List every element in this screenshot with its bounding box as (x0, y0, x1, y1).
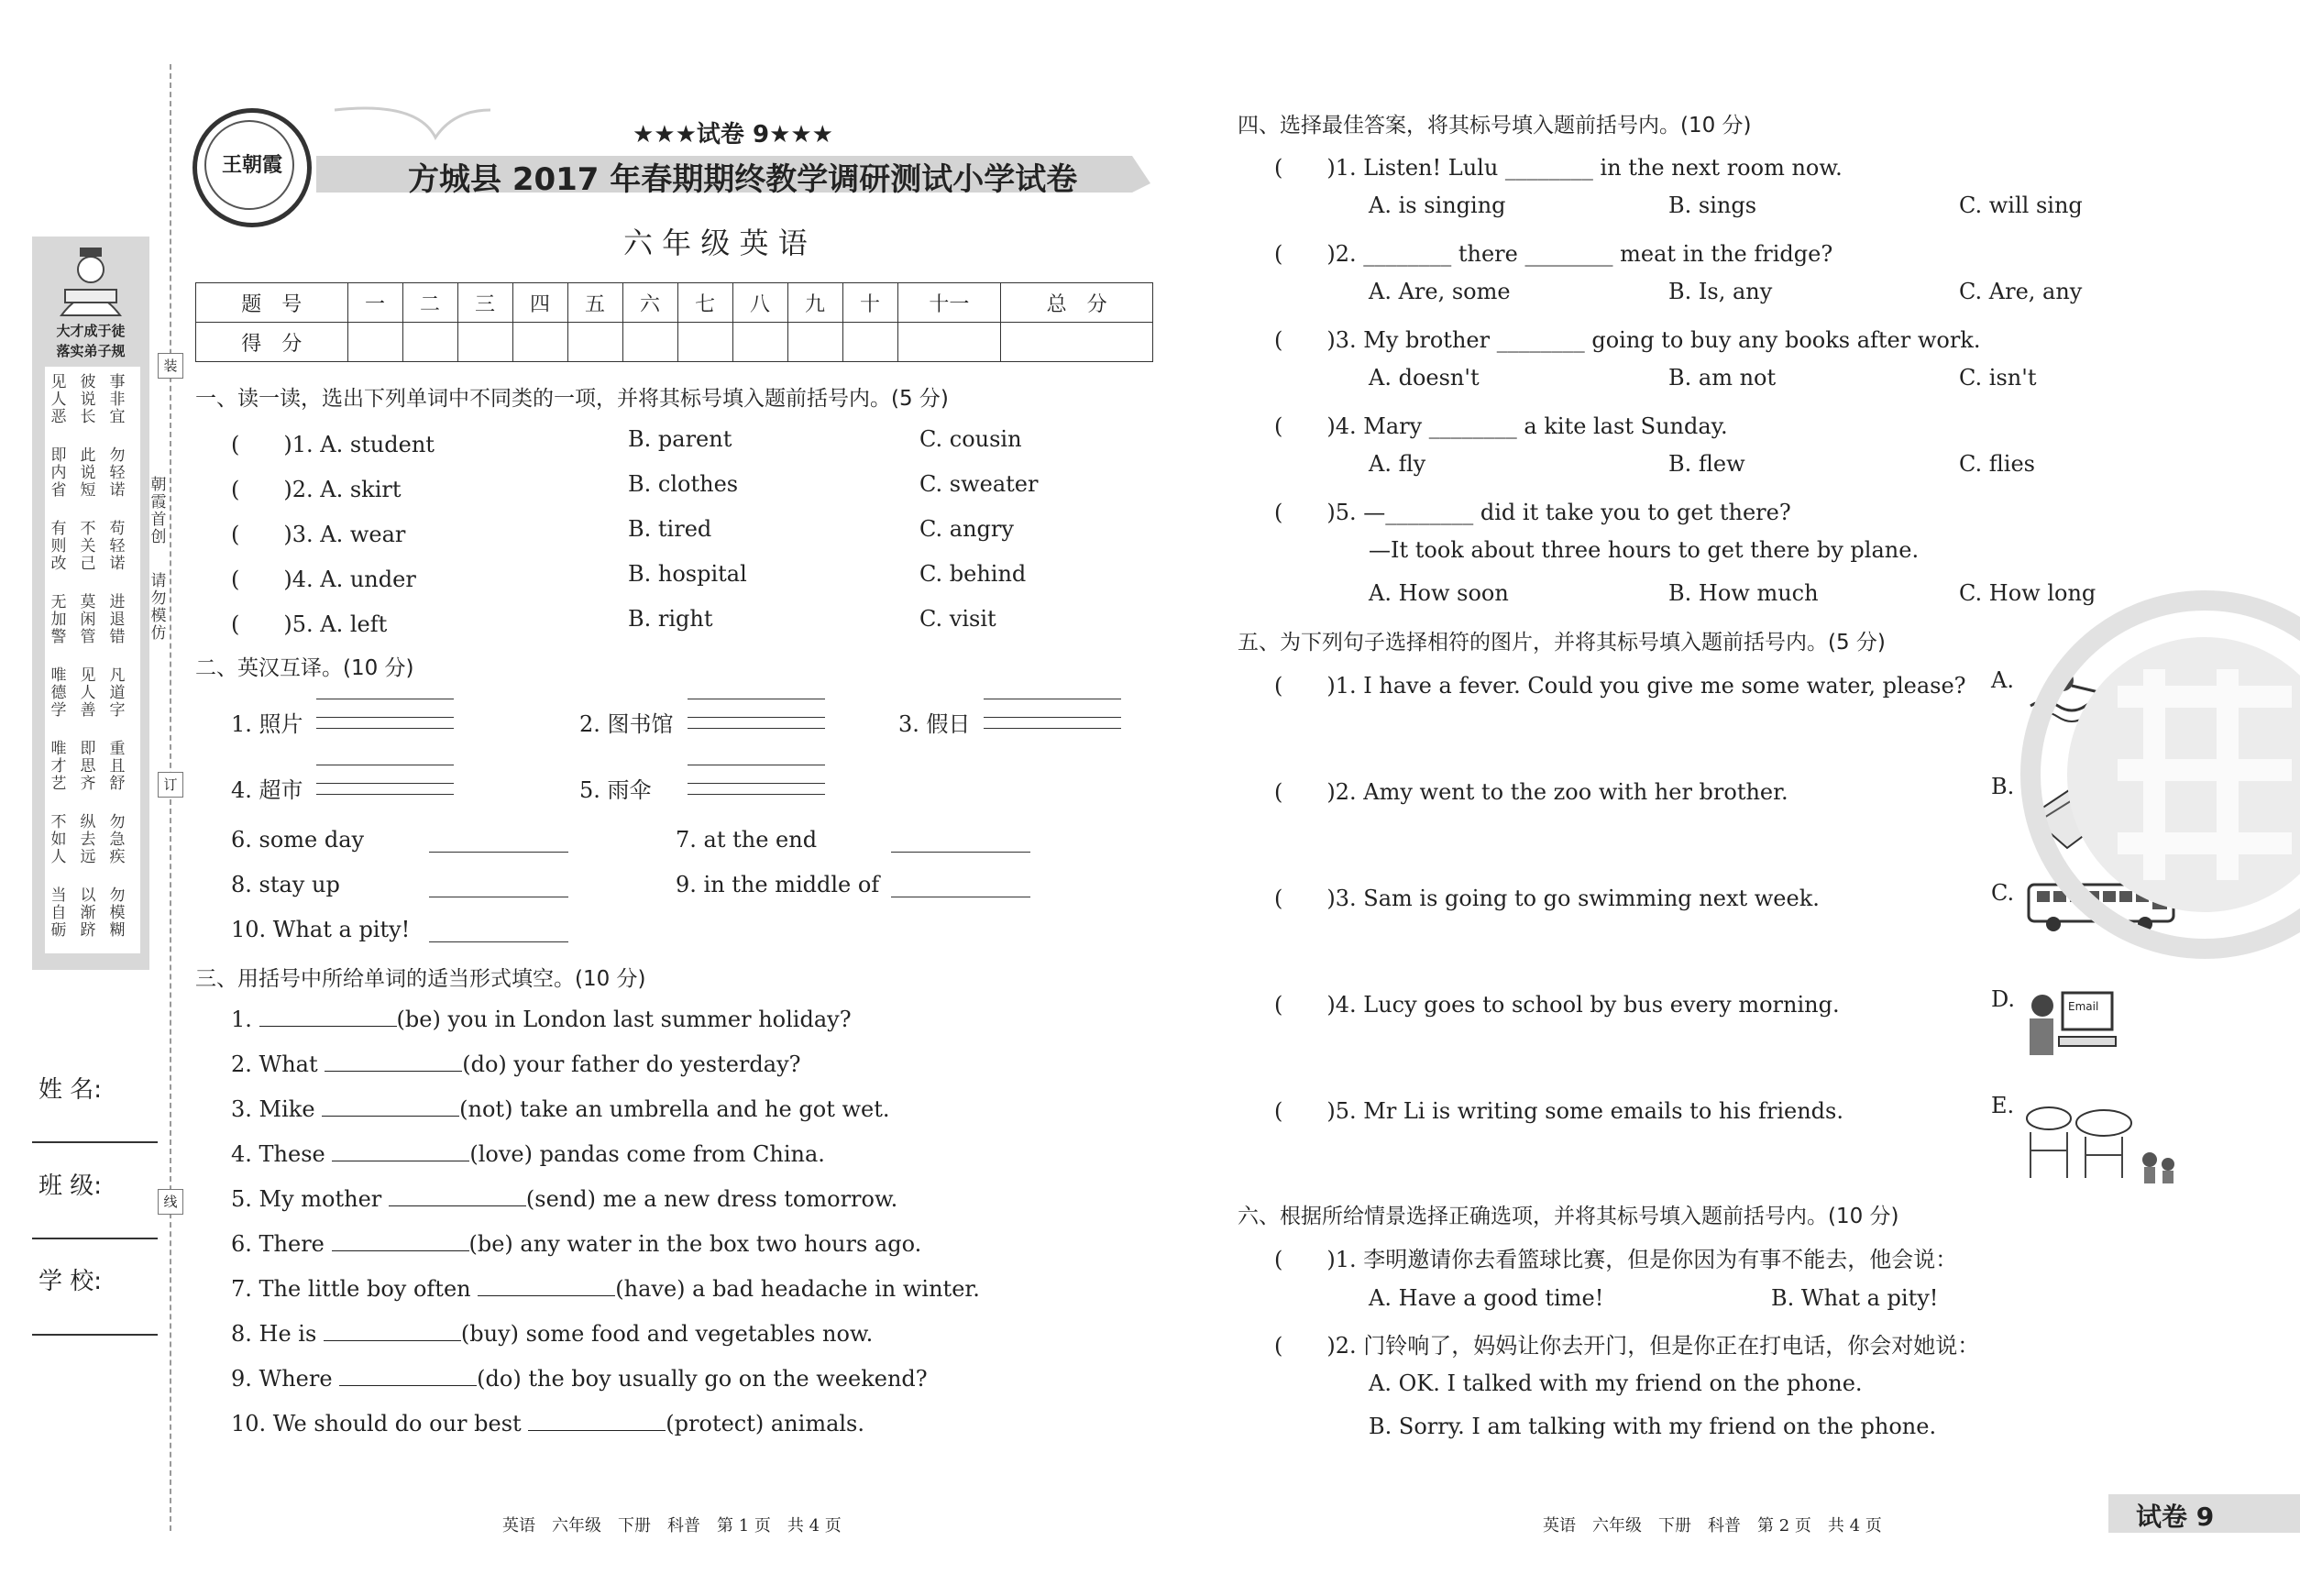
section4-option-c: C. isn't (1959, 365, 2037, 391)
motto-column: 有则改 (50, 520, 67, 573)
score-header-cell: 一 (347, 283, 402, 323)
score-entry-cell[interactable] (512, 323, 567, 362)
section3-stem: 6. There (231, 1231, 332, 1257)
scholar-illustration (52, 244, 129, 317)
paper-badge: ★★★试卷 9★★★ (633, 121, 833, 149)
section4-question: ( )1. Listen! Lulu ________ in the next room now. (1274, 155, 1843, 181)
section5-picture-label: A. (1991, 667, 2014, 693)
logo-text: 王朝霞 (221, 154, 282, 177)
motto-column: 莫闲管 (80, 593, 96, 646)
section3-question (231, 1320, 873, 1347)
footer-badge: 试卷 9 (2136, 1502, 2215, 1532)
section2-cn-item: 1. 照片 (231, 711, 303, 737)
publisher-logo (193, 108, 312, 227)
motto-top2: 落实弟子规 (56, 343, 126, 359)
score-entry-cell[interactable] (842, 323, 897, 362)
section4-title: 四、选择最佳答案，将其标号填入题前括号内。(10 分) (1238, 114, 1752, 138)
section1-option-c: C. angry (919, 516, 1014, 542)
section5-question: ( )1. I have a fever. Could you give me some water, please? (1274, 673, 1966, 699)
score-header-label: 题 号 (196, 283, 348, 323)
section3-question (231, 1140, 825, 1167)
section4-option-c: C. will sing (1959, 193, 2083, 218)
section4-option-b: B. How much (1668, 580, 1819, 606)
score-entry-cell[interactable] (402, 323, 457, 362)
score-entry-cell[interactable] (732, 323, 787, 362)
answer-blank[interactable] (259, 1006, 397, 1027)
answer-line[interactable] (316, 728, 454, 729)
answer-line[interactable] (984, 717, 1121, 718)
motto-column: 不如人 (50, 813, 67, 866)
answer-line[interactable] (316, 717, 454, 718)
section3-stem: 9. Where (231, 1366, 340, 1392)
section5-picture-label: C. (1991, 880, 2015, 906)
section3-stem: 5. My mother (231, 1186, 389, 1212)
section6-q2: ( )2. 门铃响了，妈妈让你去开门，但是你正在打电话，你会对她说： (1274, 1333, 1980, 1359)
motto-top: 大才成于徒 (56, 323, 126, 339)
school-label: 学 校: (39, 1268, 103, 1295)
section4-question: ( )4. Mary ________ a kite last Sunday. (1274, 413, 1728, 439)
section6-q2-option-b: B. Sorry. I am talking with my friend on the phone. (1369, 1414, 1937, 1439)
section3-question (231, 1095, 889, 1122)
answer-blank[interactable] (332, 1230, 469, 1251)
answer-blank[interactable] (528, 1410, 666, 1431)
motto-column: 即内省 (50, 446, 67, 500)
section4-question: ( )3. My brother ________ going to buy any books after work. (1274, 327, 1981, 353)
score-entry-cell[interactable] (1001, 323, 1153, 362)
section6-q1-option-a: A. Have a good time! (1369, 1285, 1604, 1311)
motto-column: 凡道字 (109, 666, 126, 720)
motto-column: 苟轻诺 (109, 520, 126, 573)
score-header-cell: 四 (512, 283, 567, 323)
section5-picture-label: D. (1991, 986, 2016, 1012)
picture-d-computer (2026, 985, 2118, 1063)
section4-option-a: A. is singing (1369, 193, 1506, 218)
motto-column: 见人恶 (50, 373, 67, 426)
answer-line[interactable] (688, 783, 825, 784)
section1-question: ( )5. A. left (231, 611, 388, 637)
motto-column: 勿模糊 (109, 886, 126, 940)
section1-option-c: C. behind (919, 561, 1027, 587)
section4-question: ( )5. —________ did it take you to get there? (1274, 500, 1791, 525)
section3-hint: (have) a bad headache in winter. (615, 1276, 980, 1302)
section6-q2-option-a: A. OK. I talked with my friend on the phone. (1369, 1370, 1863, 1396)
motto-column: 见人善 (80, 666, 96, 720)
section1-question: ( )4. A. under (231, 567, 416, 592)
section3-hint: (do) the boy usually go on the weekend? (477, 1366, 928, 1392)
section4-option-b: B. Is, any (1668, 279, 1773, 304)
footer-right: 英语 六年级 下册 科普 第 2 页 共 4 页 (1543, 1516, 1882, 1535)
exam-title: 方城县 2017 年春期期终教学调研测试小学试卷 (408, 161, 1078, 198)
section4-option-a: A. doesn't (1369, 365, 1480, 391)
motto-column: 以渐跻 (80, 886, 96, 940)
motto-column: 彼说长 (80, 373, 96, 426)
motto-column: 唯才艺 (50, 740, 67, 793)
answer-line[interactable] (984, 728, 1121, 729)
section3-hint: (do) your father do yesterday? (462, 1051, 801, 1077)
answer-line[interactable] (429, 941, 568, 942)
section3-question (231, 1185, 897, 1212)
answer-blank[interactable] (325, 1051, 462, 1072)
fold-mark-3: 线 (158, 1189, 183, 1215)
answer-line[interactable] (891, 852, 1030, 853)
section3-hint: (love) pandas come from China. (469, 1141, 825, 1167)
section4-option-c: C. How long (1959, 580, 2096, 606)
section4-question: ( )2. ________ there ________ meat in the fridge? (1274, 241, 1833, 267)
score-header-cell: 十 (842, 283, 897, 323)
motto-column: 事非宜 (109, 373, 126, 426)
score-entry-cell[interactable] (897, 323, 1001, 362)
score-header-cell: 九 (787, 283, 842, 323)
motto-column: 唯德学 (50, 666, 67, 720)
motto-column: 重且舒 (109, 740, 126, 793)
section5-question: ( )2. Amy went to the zoo with her brother. (1274, 779, 1788, 805)
answer-line[interactable] (316, 794, 454, 795)
section2-en-item: 6. some day (231, 827, 365, 853)
section5-question: ( )3. Sam is going to go swimming next week. (1274, 886, 1820, 911)
section3-question (231, 1365, 928, 1392)
section3-stem: 7. The little boy often (231, 1276, 479, 1302)
score-header-cell: 八 (732, 283, 787, 323)
answer-blank[interactable] (478, 1275, 615, 1296)
section5-picture-label: E. (1991, 1093, 2015, 1118)
section3-stem: 3. Mike (231, 1096, 323, 1122)
copyright-note-2: 请勿模仿 (150, 572, 167, 643)
answer-blank[interactable] (332, 1140, 469, 1161)
answer-blank[interactable] (322, 1095, 459, 1117)
section3-stem: 8. He is (231, 1321, 324, 1347)
section5-picture-label: B. (1991, 774, 2015, 799)
section3-title: 三、用括号中所给单词的适当形式填空。(10 分) (195, 967, 646, 991)
section3-hint: (be) any water in the box two hours ago. (468, 1231, 922, 1257)
section3-stem: 1. (231, 1007, 259, 1032)
score-header-cell: 七 (677, 283, 732, 323)
motto-column: 勿急疾 (109, 813, 126, 866)
name-label: 姓 名: (39, 1076, 103, 1104)
section1-option-b: B. parent (628, 426, 732, 452)
section3-question (231, 1230, 921, 1257)
score-table (195, 282, 1153, 362)
section3-hint: (protect) animals. (666, 1411, 864, 1436)
section3-hint: (not) take an umbrella and he got wet. (459, 1096, 890, 1122)
section4-option-b: B. flew (1668, 451, 1745, 477)
section3-hint: (be) you in London last summer holiday? (396, 1007, 852, 1032)
motto-column: 无加警 (50, 593, 67, 646)
section4-option-b: B. sings (1668, 193, 1757, 218)
section2-title: 二、英汉互译。(10 分) (195, 656, 414, 680)
section2-cn-item: 3. 假日 (898, 711, 971, 737)
picture-e-zoo (2021, 1095, 2186, 1187)
answer-blank[interactable] (339, 1365, 477, 1386)
footer-left: 英语 六年级 下册 科普 第 1 页 共 4 页 (502, 1516, 842, 1535)
score-header-cell: 总 分 (1001, 283, 1153, 323)
name-field[interactable] (32, 1141, 158, 1143)
section6-q1: ( )1. 李明邀请你去看篮球比赛，但是你因为有事不能去，他会说： (1274, 1247, 1958, 1272)
score-header-cell: 三 (457, 283, 512, 323)
motto-column: 纵去远 (80, 813, 96, 866)
section5-question: ( )4. Lucy goes to school by bus every morning. (1274, 992, 1840, 1018)
answer-line[interactable] (429, 852, 568, 853)
section2-cn-item: 2. 图书馆 (579, 711, 674, 737)
motto-column: 即思齐 (80, 740, 96, 793)
answer-line[interactable] (688, 728, 825, 729)
email-screen-text: Email (2068, 1000, 2099, 1013)
school-field[interactable] (32, 1334, 158, 1336)
section1-question: ( )3. A. wear (231, 522, 406, 547)
motto-column: 不关己 (80, 520, 96, 573)
copyright-note-1: 朝霞首创 (150, 476, 167, 546)
answer-line[interactable] (688, 717, 825, 718)
motto-column: 进退错 (109, 593, 126, 646)
score-entry-cell[interactable] (677, 323, 732, 362)
section4-option-a: A. Are, some (1369, 279, 1511, 304)
section3-hint: (buy) some food and vegetables now. (460, 1321, 874, 1347)
section2-cn-item: 4. 超市 (231, 777, 303, 803)
section4-option-c: C. Are, any (1959, 279, 2083, 304)
motto-column: 勿轻诺 (109, 446, 126, 500)
section2-en-item: 8. stay up (231, 872, 340, 897)
section1-title: 一、读一读，选出下列单词中不同类的一项，并将其标号填入题前括号内。(5 分) (195, 387, 949, 411)
score-entry-cell[interactable] (347, 323, 402, 362)
answer-line[interactable] (316, 783, 454, 784)
motto-column: 此说短 (80, 446, 96, 500)
score-entry-cell[interactable] (457, 323, 512, 362)
section6-title: 六、根据所给情景选择正确选项，并将其标号填入题前括号内。(10 分) (1238, 1205, 1899, 1228)
score-header-cell: 二 (402, 283, 457, 323)
section3-question (231, 1006, 852, 1032)
section1-option-b: B. right (628, 606, 713, 632)
class-field[interactable] (32, 1238, 158, 1239)
score-header-cell: 五 (567, 283, 622, 323)
motto-sidebar (32, 237, 149, 970)
score-entry-cell[interactable] (567, 323, 622, 362)
section1-option-c: C. visit (919, 606, 996, 632)
section3-hint: (send) me a new dress tomorrow. (525, 1186, 898, 1212)
score-row-label: 得 分 (196, 323, 348, 362)
section3-question (231, 1275, 980, 1302)
section4-option-a: A. How soon (1369, 580, 1509, 606)
answer-blank[interactable] (389, 1185, 526, 1206)
section3-stem: 10. We should do our best (231, 1411, 529, 1436)
section4-option-b: B. am not (1668, 365, 1777, 391)
section1-option-c: C. sweater (919, 471, 1039, 497)
score-header-cell: 六 (622, 283, 677, 323)
section1-option-b: B. clothes (628, 471, 739, 497)
binding-line (170, 64, 171, 1531)
section2-en-item: 7. at the end (676, 827, 818, 853)
answer-blank[interactable] (324, 1320, 461, 1341)
section1-option-b: B. tired (628, 516, 712, 542)
fold-mark-1: 装 (158, 353, 183, 379)
section1-question: ( )1. A. student (231, 432, 435, 457)
exam-subject: 六 年 级 英 语 (623, 226, 808, 260)
score-entry-cell[interactable] (622, 323, 677, 362)
section3-question (231, 1051, 801, 1077)
section5-question: ( )5. Mr Li is writing some emails to his friends. (1274, 1098, 1843, 1124)
section2-en-item: 10. What a pity! (231, 917, 411, 942)
answer-line[interactable] (688, 794, 825, 795)
section6-q1-option-b: B. What a pity! (1771, 1285, 1939, 1311)
motto-column: 当自砺 (50, 886, 67, 940)
class-label: 班 级: (39, 1172, 103, 1200)
section5-title: 五、为下列句子选择相符的图片，并将其标号填入题前括号内。(5 分) (1238, 631, 1886, 655)
section1-option-b: B. hospital (628, 561, 747, 587)
motto-columns (45, 367, 140, 953)
section4-question-reply: —It took about three hours to get there by plane. (1369, 537, 1920, 563)
section4-option-a: A. fly (1369, 451, 1426, 477)
section3-question (231, 1410, 864, 1436)
section3-stem: 4. These (231, 1141, 333, 1167)
section2-cn-item: 5. 雨伞 (579, 777, 652, 803)
section4-option-c: C. flies (1959, 451, 2035, 477)
section3-stem: 2. What (231, 1051, 325, 1077)
fold-mark-2: 订 (158, 772, 183, 798)
score-header-cell: 十一 (897, 283, 1001, 323)
score-entry-cell[interactable] (787, 323, 842, 362)
watermark-seal (2017, 587, 2300, 972)
person-at-computer-icon (2026, 985, 2118, 1063)
section2-en-item: 9. in the middle of (676, 872, 880, 897)
section1-option-c: C. cousin (919, 426, 1022, 452)
section1-question: ( )2. A. skirt (231, 477, 402, 502)
